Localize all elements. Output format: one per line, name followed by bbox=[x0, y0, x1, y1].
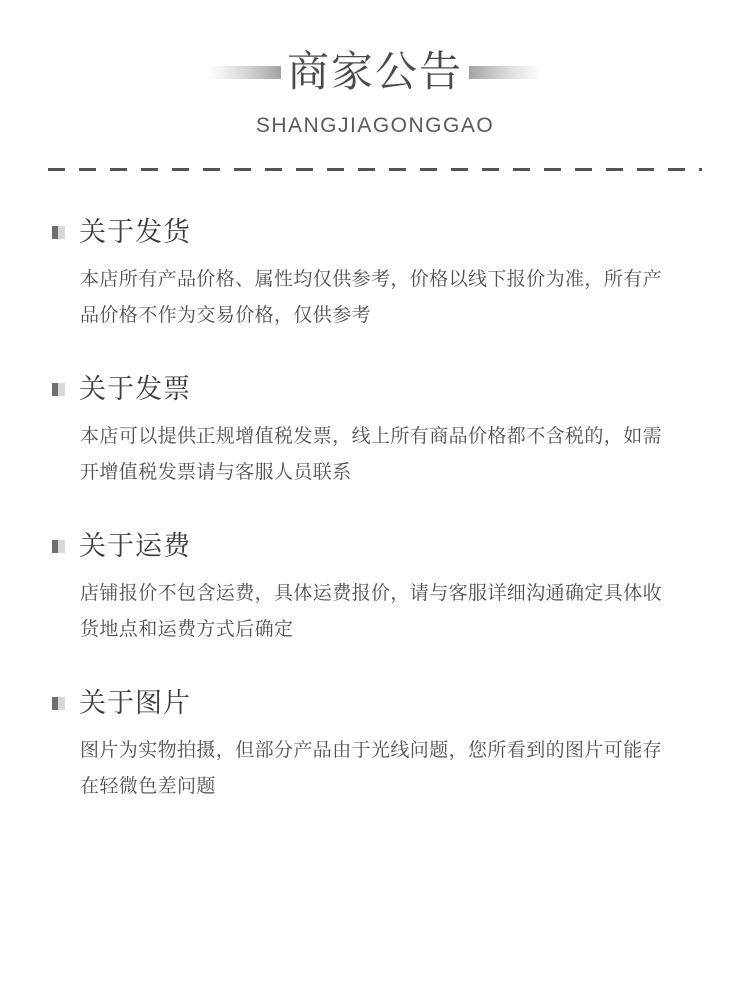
section-freight bbox=[52, 529, 698, 648]
dashed-divider bbox=[48, 168, 702, 171]
section-title: 关于图片 bbox=[79, 688, 191, 718]
square-bullet-icon bbox=[52, 226, 65, 239]
section-heading bbox=[52, 686, 698, 720]
section-list bbox=[0, 215, 750, 805]
section-body: 店铺报价不包含运费，具体运费报价，请与客服详细沟通确定具体收货地点和运费方式后确定 bbox=[80, 583, 663, 640]
section-heading bbox=[52, 529, 698, 563]
section-heading bbox=[52, 372, 698, 406]
gradient-bar-left-icon bbox=[209, 66, 287, 79]
square-bullet-icon bbox=[52, 697, 65, 710]
section-title: 关于发货 bbox=[79, 217, 191, 247]
section-invoice bbox=[52, 372, 698, 491]
page-title: 商家公告 bbox=[281, 48, 469, 96]
section-images bbox=[52, 686, 698, 805]
section-body: 本店所有产品价格、属性均仅供参考，价格以线下报价为准，所有产品价格不作为交易价格，仅供参考 bbox=[80, 269, 663, 326]
page-subtitle: SHANGJIAGONGGAO bbox=[255, 114, 495, 137]
square-bullet-icon bbox=[52, 383, 65, 396]
section-heading bbox=[52, 215, 698, 249]
page-header bbox=[0, 0, 750, 138]
title-row bbox=[0, 48, 750, 96]
square-bullet-icon bbox=[52, 540, 65, 553]
section-body: 图片为实物拍摄，但部分产品由于光线问题，您所看到的图片可能存在轻微色差问题 bbox=[80, 740, 663, 797]
section-body: 本店可以提供正规增值税发票，线上所有商品价格都不含税的，如需开增值税发票请与客服人员联系 bbox=[80, 426, 663, 483]
gradient-bar-right-icon bbox=[463, 66, 541, 79]
section-title: 关于运费 bbox=[79, 531, 191, 561]
section-shipping bbox=[52, 215, 698, 334]
section-title: 关于发票 bbox=[79, 374, 191, 404]
